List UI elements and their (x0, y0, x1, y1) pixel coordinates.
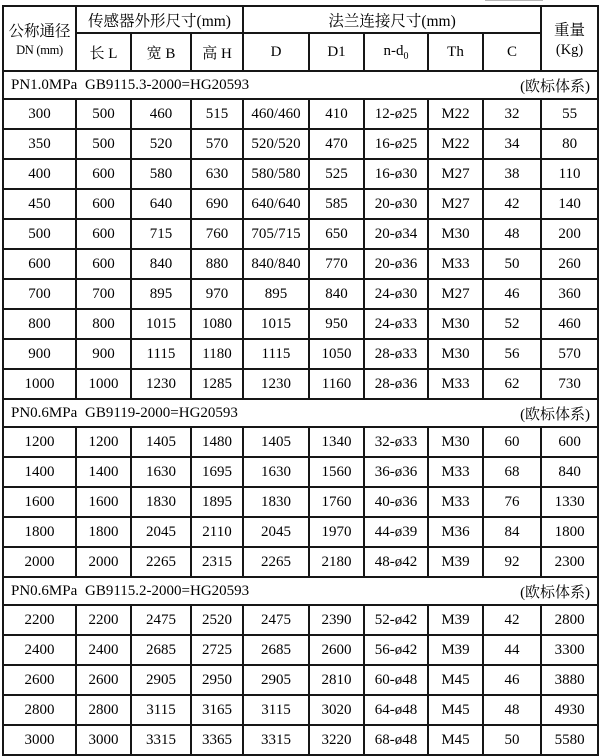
cell-d: 1405 (243, 427, 309, 457)
cell-dn: 450 (3, 189, 76, 219)
cell-weight: 55 (541, 99, 598, 129)
section-standard: GB9115.3-2000=HG20593 (85, 76, 250, 93)
cell-width-b: 840 (131, 249, 191, 279)
header-col-n-d0-subscript: 0 (403, 50, 409, 62)
cell-c: 84 (483, 517, 541, 547)
cell-width-b: 3315 (131, 725, 191, 755)
cell-width-b: 1630 (131, 457, 191, 487)
cell-dn: 1000 (3, 369, 76, 399)
header-sensor-dimensions-group: 传感器外形尺寸(mm) (76, 6, 243, 33)
cell-height-h: 2725 (191, 635, 243, 665)
cell-weight: 3880 (541, 665, 598, 695)
cell-d: 2045 (243, 517, 309, 547)
spec-row (3, 605, 598, 635)
cell-d: 1830 (243, 487, 309, 517)
cell-th: M30 (428, 219, 483, 249)
cell-n-d0: 12-ø25 (364, 99, 428, 129)
cell-c: 32 (483, 99, 541, 129)
cell-width-b: 460 (131, 99, 191, 129)
cell-d: 2685 (243, 635, 309, 665)
cell-height-h: 760 (191, 219, 243, 249)
cell-c: 42 (483, 189, 541, 219)
cell-d1: 1340 (309, 427, 364, 457)
cell-width-b: 1830 (131, 487, 191, 517)
cell-weight: 5580 (541, 725, 598, 755)
cell-weight: 600 (541, 427, 598, 457)
cell-d1: 2600 (309, 635, 364, 665)
section-standard: GB9119-2000=HG20593 (85, 404, 238, 421)
cell-length-l: 2800 (76, 695, 131, 725)
cropped-text-artifact (485, 0, 543, 1)
cell-length-l: 1600 (76, 487, 131, 517)
cell-weight: 4930 (541, 695, 598, 725)
header-col-length-l: 长 L (76, 33, 131, 71)
cell-n-d0: 20-ø36 (364, 249, 428, 279)
spec-row (3, 517, 598, 547)
cell-dn: 1800 (3, 517, 76, 547)
cell-c: 62 (483, 369, 541, 399)
cell-n-d0: 20-ø30 (364, 189, 428, 219)
cell-dn: 700 (3, 279, 76, 309)
cell-c: 60 (483, 427, 541, 457)
spec-row (3, 279, 598, 309)
cell-length-l: 700 (76, 279, 131, 309)
cell-d1: 3020 (309, 695, 364, 725)
cell-d: 1230 (243, 369, 309, 399)
cell-length-l: 2600 (76, 665, 131, 695)
spec-row (3, 457, 598, 487)
cell-width-b: 640 (131, 189, 191, 219)
cell-dn: 1400 (3, 457, 76, 487)
cell-dn: 2000 (3, 547, 76, 577)
cell-dn: 2200 (3, 605, 76, 635)
cell-d1: 1050 (309, 339, 364, 369)
cell-width-b: 3115 (131, 695, 191, 725)
cell-th: M22 (428, 129, 483, 159)
cell-length-l: 600 (76, 219, 131, 249)
cell-weight: 1800 (541, 517, 598, 547)
cell-c: 48 (483, 219, 541, 249)
cell-d: 1015 (243, 309, 309, 339)
spec-row (3, 547, 598, 577)
cell-height-h: 1080 (191, 309, 243, 339)
cell-height-h: 570 (191, 129, 243, 159)
cell-height-h: 880 (191, 249, 243, 279)
header-col-n-d0-prefix: n-d (383, 42, 404, 59)
cell-width-b: 580 (131, 159, 191, 189)
cell-length-l: 500 (76, 99, 131, 129)
cell-c: 38 (483, 159, 541, 189)
cell-n-d0: 16-ø30 (364, 159, 428, 189)
cell-dn: 2800 (3, 695, 76, 725)
cell-n-d0: 60-ø48 (364, 665, 428, 695)
spec-row (3, 129, 598, 159)
cell-c: 76 (483, 487, 541, 517)
cell-dn: 600 (3, 249, 76, 279)
spec-row (3, 339, 598, 369)
cell-d1: 770 (309, 249, 364, 279)
cell-th: M39 (428, 635, 483, 665)
cell-dn: 500 (3, 219, 76, 249)
cell-th: M33 (428, 457, 483, 487)
section-header-content (4, 581, 597, 602)
cell-th: M39 (428, 605, 483, 635)
spec-row (3, 99, 598, 129)
cell-height-h: 2315 (191, 547, 243, 577)
cell-d: 1630 (243, 457, 309, 487)
cell-th: M45 (428, 695, 483, 725)
cell-d1: 470 (309, 129, 364, 159)
cell-d1: 650 (309, 219, 364, 249)
cell-th: M27 (428, 189, 483, 219)
cell-height-h: 1180 (191, 339, 243, 369)
cell-n-d0: 20-ø34 (364, 219, 428, 249)
section-header-content (4, 403, 597, 424)
cell-d: 705/715 (243, 219, 309, 249)
cell-th: M30 (428, 309, 483, 339)
header-col-d: D (243, 33, 309, 71)
cell-length-l: 2400 (76, 635, 131, 665)
cell-length-l: 600 (76, 189, 131, 219)
cell-d: 640/640 (243, 189, 309, 219)
cell-weight: 80 (541, 129, 598, 159)
spec-row (3, 309, 598, 339)
cell-th: M36 (428, 517, 483, 547)
cell-d: 580/580 (243, 159, 309, 189)
cell-d: 840/840 (243, 249, 309, 279)
cell-weight: 140 (541, 189, 598, 219)
cell-c: 56 (483, 339, 541, 369)
cell-weight: 730 (541, 369, 598, 399)
cell-n-d0: 52-ø42 (364, 605, 428, 635)
spec-row (3, 725, 598, 755)
cell-c: 42 (483, 605, 541, 635)
section-header-cell (3, 399, 598, 427)
cell-n-d0: 56-ø42 (364, 635, 428, 665)
cell-d1: 840 (309, 279, 364, 309)
cell-n-d0: 28-ø33 (364, 339, 428, 369)
cell-d: 520/520 (243, 129, 309, 159)
cell-weight: 840 (541, 457, 598, 487)
header-row-columns (3, 33, 598, 71)
cell-n-d0: 28-ø36 (364, 369, 428, 399)
section-header-cell (3, 71, 598, 99)
cell-height-h: 3165 (191, 695, 243, 725)
section-pressure-rating: PN0.6MPa (11, 582, 78, 599)
cell-width-b: 2475 (131, 605, 191, 635)
header-col-width-b: 宽 B (131, 33, 191, 71)
header-col-d1: D1 (309, 33, 364, 71)
cell-weight: 460 (541, 309, 598, 339)
cell-d: 2265 (243, 547, 309, 577)
cell-th: M33 (428, 369, 483, 399)
cell-width-b: 2905 (131, 665, 191, 695)
cell-th: M30 (428, 339, 483, 369)
spec-row (3, 159, 598, 189)
header-col-c: C (483, 33, 541, 71)
spec-row (3, 695, 598, 725)
spec-row (3, 369, 598, 399)
cell-d1: 1760 (309, 487, 364, 517)
cell-weight: 2800 (541, 605, 598, 635)
cell-th: M27 (428, 159, 483, 189)
cell-dn: 2600 (3, 665, 76, 695)
header-weight (541, 6, 598, 71)
cell-height-h: 515 (191, 99, 243, 129)
section-standard: GB9115.2-2000=HG20593 (85, 582, 250, 599)
table-header (3, 6, 598, 71)
cell-c: 50 (483, 725, 541, 755)
cell-width-b: 1115 (131, 339, 191, 369)
cell-n-d0: 32-ø33 (364, 427, 428, 457)
cell-dn: 350 (3, 129, 76, 159)
header-col-th: Th (428, 33, 483, 71)
cell-d1: 585 (309, 189, 364, 219)
cell-weight: 110 (541, 159, 598, 189)
cell-th: M45 (428, 725, 483, 755)
cell-d: 1115 (243, 339, 309, 369)
cell-weight: 1330 (541, 487, 598, 517)
cell-th: M22 (428, 99, 483, 129)
cell-length-l: 500 (76, 129, 131, 159)
cell-length-l: 600 (76, 249, 131, 279)
cell-length-l: 1400 (76, 457, 131, 487)
cell-width-b: 1405 (131, 427, 191, 457)
spec-row (3, 219, 598, 249)
cell-dn: 300 (3, 99, 76, 129)
cell-d1: 1160 (309, 369, 364, 399)
cell-n-d0: 16-ø25 (364, 129, 428, 159)
cell-length-l: 3000 (76, 725, 131, 755)
header-col-n-d0 (364, 33, 428, 71)
cell-dn: 3000 (3, 725, 76, 755)
section-system-note: (欧标体系) (520, 78, 591, 95)
cell-dn: 1600 (3, 487, 76, 517)
cell-width-b: 520 (131, 129, 191, 159)
header-nominal-diameter-title: 公称通径 (8, 23, 71, 40)
cell-width-b: 895 (131, 279, 191, 309)
cell-d1: 525 (309, 159, 364, 189)
cell-height-h: 1480 (191, 427, 243, 457)
cell-width-b: 1015 (131, 309, 191, 339)
cell-n-d0: 48-ø42 (364, 547, 428, 577)
cell-c: 50 (483, 249, 541, 279)
cell-th: M39 (428, 547, 483, 577)
cell-n-d0: 36-ø36 (364, 457, 428, 487)
cell-height-h: 970 (191, 279, 243, 309)
header-flange-connection-group: 法兰连接尺寸(mm) (243, 6, 541, 33)
spec-row (3, 635, 598, 665)
cell-height-h: 1695 (191, 457, 243, 487)
cell-dn: 2400 (3, 635, 76, 665)
cell-c: 68 (483, 457, 541, 487)
section-pressure-rating: PN1.0MPa (11, 76, 78, 93)
section-system-note: (欧标体系) (520, 584, 591, 601)
cell-d1: 1970 (309, 517, 364, 547)
cell-n-d0: 68-ø48 (364, 725, 428, 755)
cell-n-d0: 24-ø33 (364, 309, 428, 339)
cell-width-b: 1230 (131, 369, 191, 399)
section-header-content (4, 75, 597, 96)
spec-table-body (3, 71, 598, 755)
header-nominal-diameter (3, 6, 76, 71)
cell-weight: 2300 (541, 547, 598, 577)
cell-height-h: 3365 (191, 725, 243, 755)
cell-length-l: 1200 (76, 427, 131, 457)
cell-c: 92 (483, 547, 541, 577)
cell-d1: 2390 (309, 605, 364, 635)
cell-dn: 900 (3, 339, 76, 369)
cell-d: 3315 (243, 725, 309, 755)
section-pressure-rating: PN0.6MPa (11, 404, 78, 421)
header-col-height-h: 高 H (191, 33, 243, 71)
cell-weight: 200 (541, 219, 598, 249)
spec-row (3, 427, 598, 457)
spec-row (3, 665, 598, 695)
cell-width-b: 2685 (131, 635, 191, 665)
cell-height-h: 2950 (191, 665, 243, 695)
cell-th: M27 (428, 279, 483, 309)
header-weight-title: 重量 (554, 22, 586, 39)
cell-th: M30 (428, 427, 483, 457)
spec-row (3, 487, 598, 517)
cell-c: 46 (483, 279, 541, 309)
section-header-row-1 (3, 71, 598, 99)
cell-height-h: 1895 (191, 487, 243, 517)
header-row-groups (3, 6, 598, 33)
cell-length-l: 900 (76, 339, 131, 369)
cell-length-l: 600 (76, 159, 131, 189)
cell-th: M33 (428, 487, 483, 517)
cell-height-h: 630 (191, 159, 243, 189)
cell-c: 52 (483, 309, 541, 339)
header-nominal-diameter-unit: DN (mm) (16, 43, 63, 57)
cell-dn: 1200 (3, 427, 76, 457)
cell-length-l: 2000 (76, 547, 131, 577)
cell-d: 460/460 (243, 99, 309, 129)
cell-d1: 1560 (309, 457, 364, 487)
cell-height-h: 690 (191, 189, 243, 219)
cell-weight: 3300 (541, 635, 598, 665)
cell-n-d0: 44-ø39 (364, 517, 428, 547)
section-header-cell (3, 577, 598, 605)
section-header-row-2 (3, 399, 598, 427)
spec-row (3, 249, 598, 279)
cell-dn: 800 (3, 309, 76, 339)
spec-table-container (2, 5, 597, 756)
cell-weight: 260 (541, 249, 598, 279)
cell-d: 2905 (243, 665, 309, 695)
spec-row (3, 189, 598, 219)
dimension-spec-table (2, 5, 599, 756)
section-system-note: (欧标体系) (520, 406, 591, 423)
cell-c: 34 (483, 129, 541, 159)
cell-length-l: 800 (76, 309, 131, 339)
cell-c: 48 (483, 695, 541, 725)
cell-length-l: 1800 (76, 517, 131, 547)
cell-width-b: 715 (131, 219, 191, 249)
cell-length-l: 2200 (76, 605, 131, 635)
cell-height-h: 2110 (191, 517, 243, 547)
cell-c: 46 (483, 665, 541, 695)
cell-d1: 2810 (309, 665, 364, 695)
cell-th: M45 (428, 665, 483, 695)
cell-d: 2475 (243, 605, 309, 635)
cell-d1: 3220 (309, 725, 364, 755)
cell-d1: 950 (309, 309, 364, 339)
cell-length-l: 1000 (76, 369, 131, 399)
cell-n-d0: 64-ø48 (364, 695, 428, 725)
cell-weight: 360 (541, 279, 598, 309)
cell-n-d0: 40-ø36 (364, 487, 428, 517)
cell-n-d0: 24-ø30 (364, 279, 428, 309)
header-weight-unit: (Kg) (555, 42, 584, 58)
cell-th: M33 (428, 249, 483, 279)
cell-c: 44 (483, 635, 541, 665)
cell-width-b: 2045 (131, 517, 191, 547)
cell-weight: 570 (541, 339, 598, 369)
section-header-row-3 (3, 577, 598, 605)
cell-width-b: 2265 (131, 547, 191, 577)
cell-d1: 410 (309, 99, 364, 129)
cell-d: 3115 (243, 695, 309, 725)
cell-height-h: 2520 (191, 605, 243, 635)
cell-d1: 2180 (309, 547, 364, 577)
cell-height-h: 1285 (191, 369, 243, 399)
cell-dn: 400 (3, 159, 76, 189)
cell-d: 895 (243, 279, 309, 309)
